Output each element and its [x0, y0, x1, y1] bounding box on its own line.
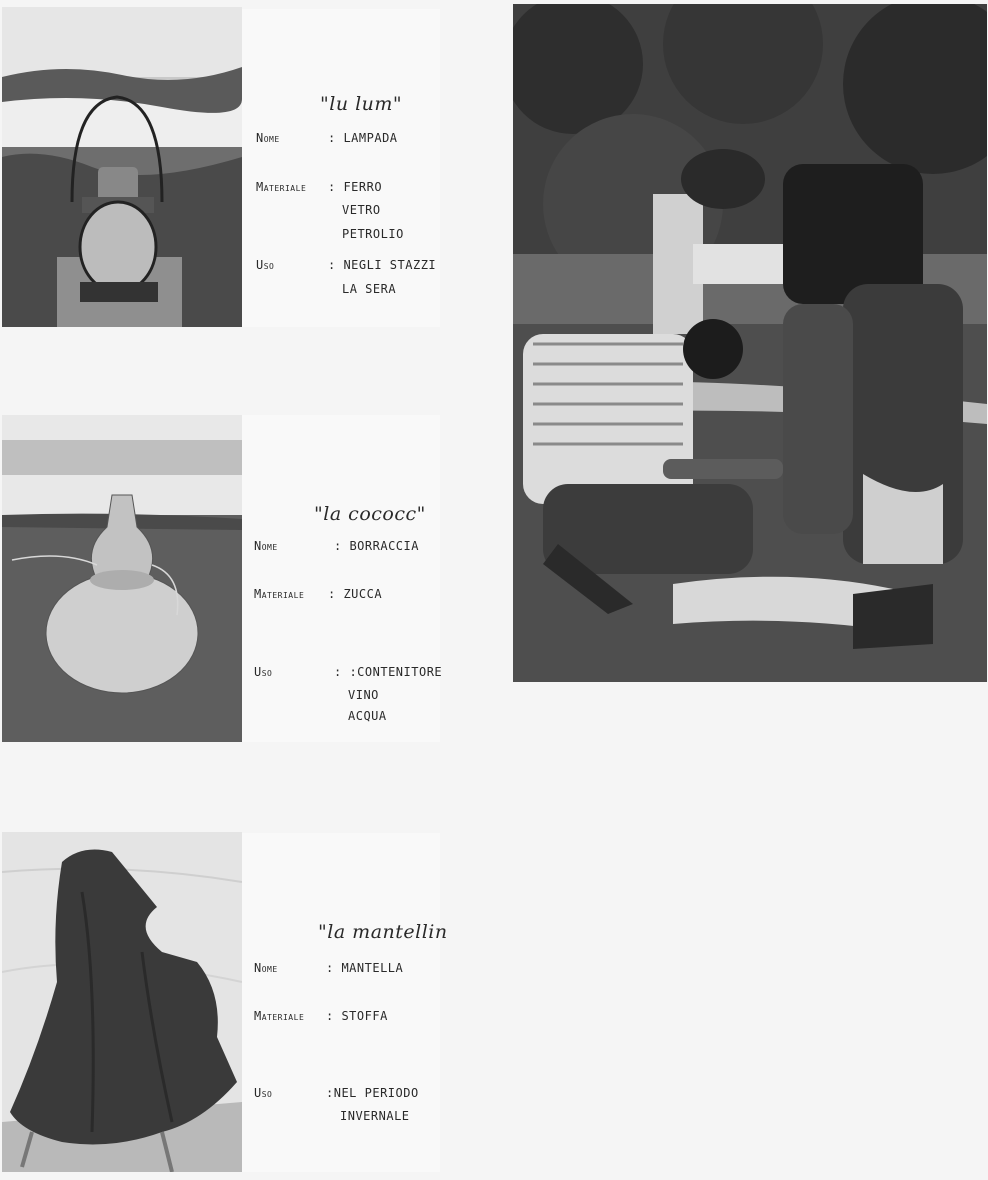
materiale-value-1: : ZUCCA	[328, 587, 383, 601]
men-fitting-leggings-photo	[513, 4, 987, 682]
nome-value: : LAMPADA	[328, 131, 398, 145]
materiale-label: Materiale	[256, 180, 307, 194]
uso-value-2: INVERNALE	[340, 1109, 410, 1123]
materiale-value-1: : STOFFA	[326, 1009, 388, 1023]
lantern-photo	[2, 7, 242, 327]
uso-value-1: : NEGLI STAZZI	[328, 258, 437, 272]
gourd-info-card	[242, 415, 443, 742]
nome-value: : MANTELLA	[326, 961, 404, 975]
materiale-value-2: VETRO	[342, 203, 381, 217]
nome-label: Nome	[254, 539, 278, 553]
uso-label: Uso	[254, 1086, 273, 1100]
uso-label: Uso	[254, 665, 273, 679]
lantern-info-card	[242, 9, 440, 327]
materiale-label: Materiale	[254, 1009, 305, 1023]
uso-label: Uso	[256, 258, 275, 272]
uso-value-2: VINO	[348, 688, 379, 702]
nome-label: Nome	[254, 961, 278, 975]
uso-value-3: ACQUA	[348, 709, 387, 723]
materiale-value-1: : FERRO	[328, 180, 383, 194]
cloak-info-card	[242, 833, 448, 1172]
gourd-dialect-title: "la cococc"	[314, 503, 426, 525]
uso-value-1: :NEL PERIODO	[326, 1086, 419, 1100]
cloak-photo	[2, 832, 242, 1172]
uso-value-2: LA SERA	[342, 282, 397, 296]
nome-label: Nome	[256, 131, 280, 145]
gourd-photo	[2, 415, 242, 742]
uso-value-1: : :CONTENITORE	[334, 665, 443, 679]
nome-value: : BORRACCIA	[334, 539, 419, 553]
lantern-dialect-title: "lu lum"	[320, 93, 403, 115]
cloak-dialect-title: "la mantellin	[318, 921, 448, 943]
materiale-label: Materiale	[254, 587, 305, 601]
materiale-value-3: PETROLIO	[342, 227, 404, 241]
